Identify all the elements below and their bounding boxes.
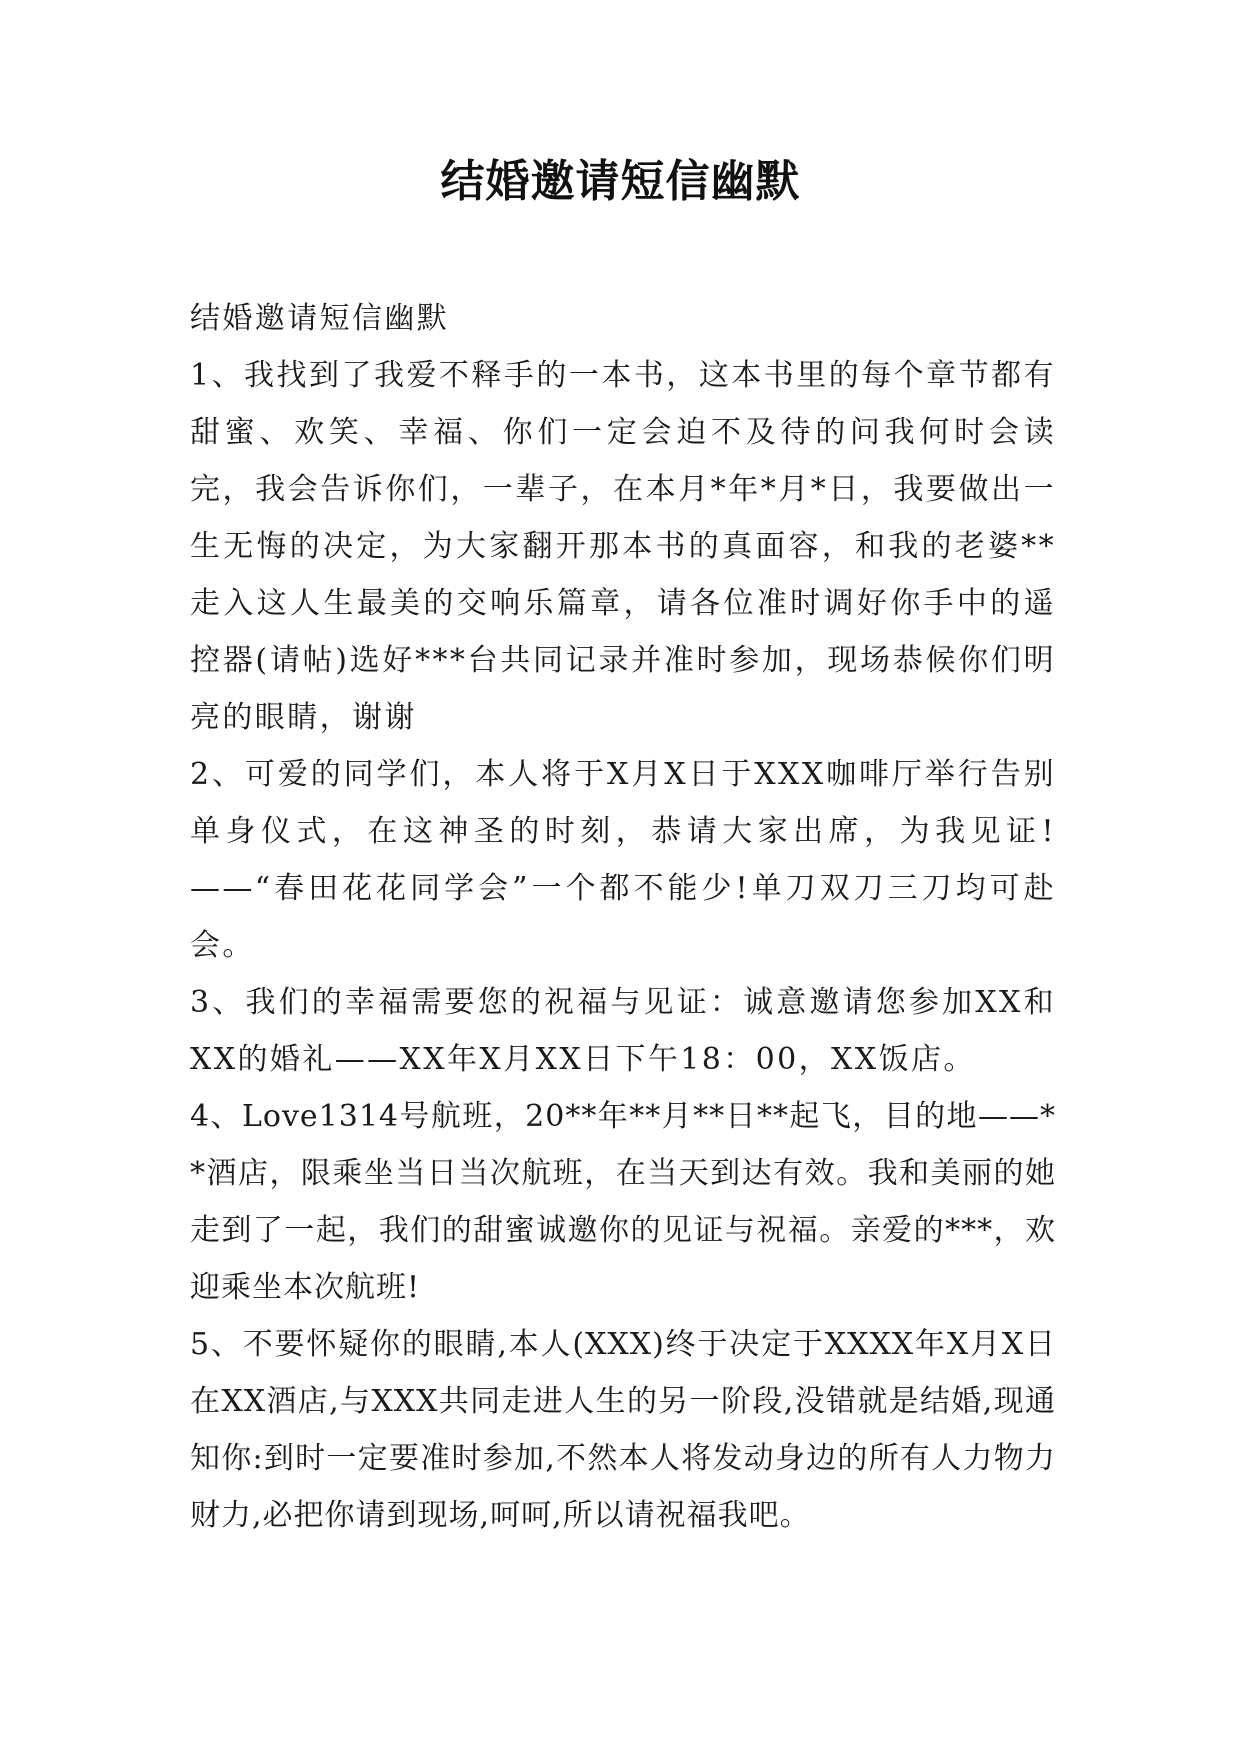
paragraph-1: 1、我找到了我爱不释手的一本书，这本书里的每个章节都有甜蜜、欢笑、幸福、你们一定会迫不及待的问我何时会读完，我会告诉你们，一辈子，在本月*年*月*日，我要做出一生无悔的决定，为大家翻开那本书的真面容，和我的老婆**走入这人生最美的交响乐篇章，请各位准时调好你手中的遥控器(请帖)选好***台共同记录并准时参加，现场恭候你们明亮的眼睛，谢谢 (190, 358, 1056, 735)
paragraph-2: 2、可爱的同学们，本人将于X月X日于XXX咖啡厅举行告别单身仪式，在这神圣的时刻，恭请大家出席，为我见证!——“春田花花同学会”一个都不能少!单刀双刀三刀均可赴会。 (190, 757, 1056, 963)
document-subtitle: 结婚邀请短信幽默 (190, 301, 450, 336)
paragraph-5: 5、不要怀疑你的眼睛,本人(XXX)终于决定于XXXX年X月X日在XX酒店,与XXX共同走进人生的另一阶段,没错就是结婚,现通知你:到时一定要准时参加,不然本人将发动身边的所有人力物力财力,必把你请到现场,呵呵,所以请祝福我吧。 (190, 1327, 1056, 1533)
paragraph-4: 4、Love1314号航班，20**年**月**日**起飞，目的地——**酒店，限乘坐当日当次航班，在当天到达有效。我和美丽的她走到了一起，我们的甜蜜诚邀你的见证与祝福。亲爱的***，欢迎乘坐本次航班! (190, 1099, 1056, 1305)
document-title: 结婚邀请短信幽默 (440, 156, 801, 207)
document-body (190, 290, 1056, 1544)
paragraph-3: 3、我们的幸福需要您的祝福与见证：诚意邀请您参加XX和XX的婚礼——XX年X月XX日下午18：00，XX饭店。 (190, 985, 1056, 1077)
